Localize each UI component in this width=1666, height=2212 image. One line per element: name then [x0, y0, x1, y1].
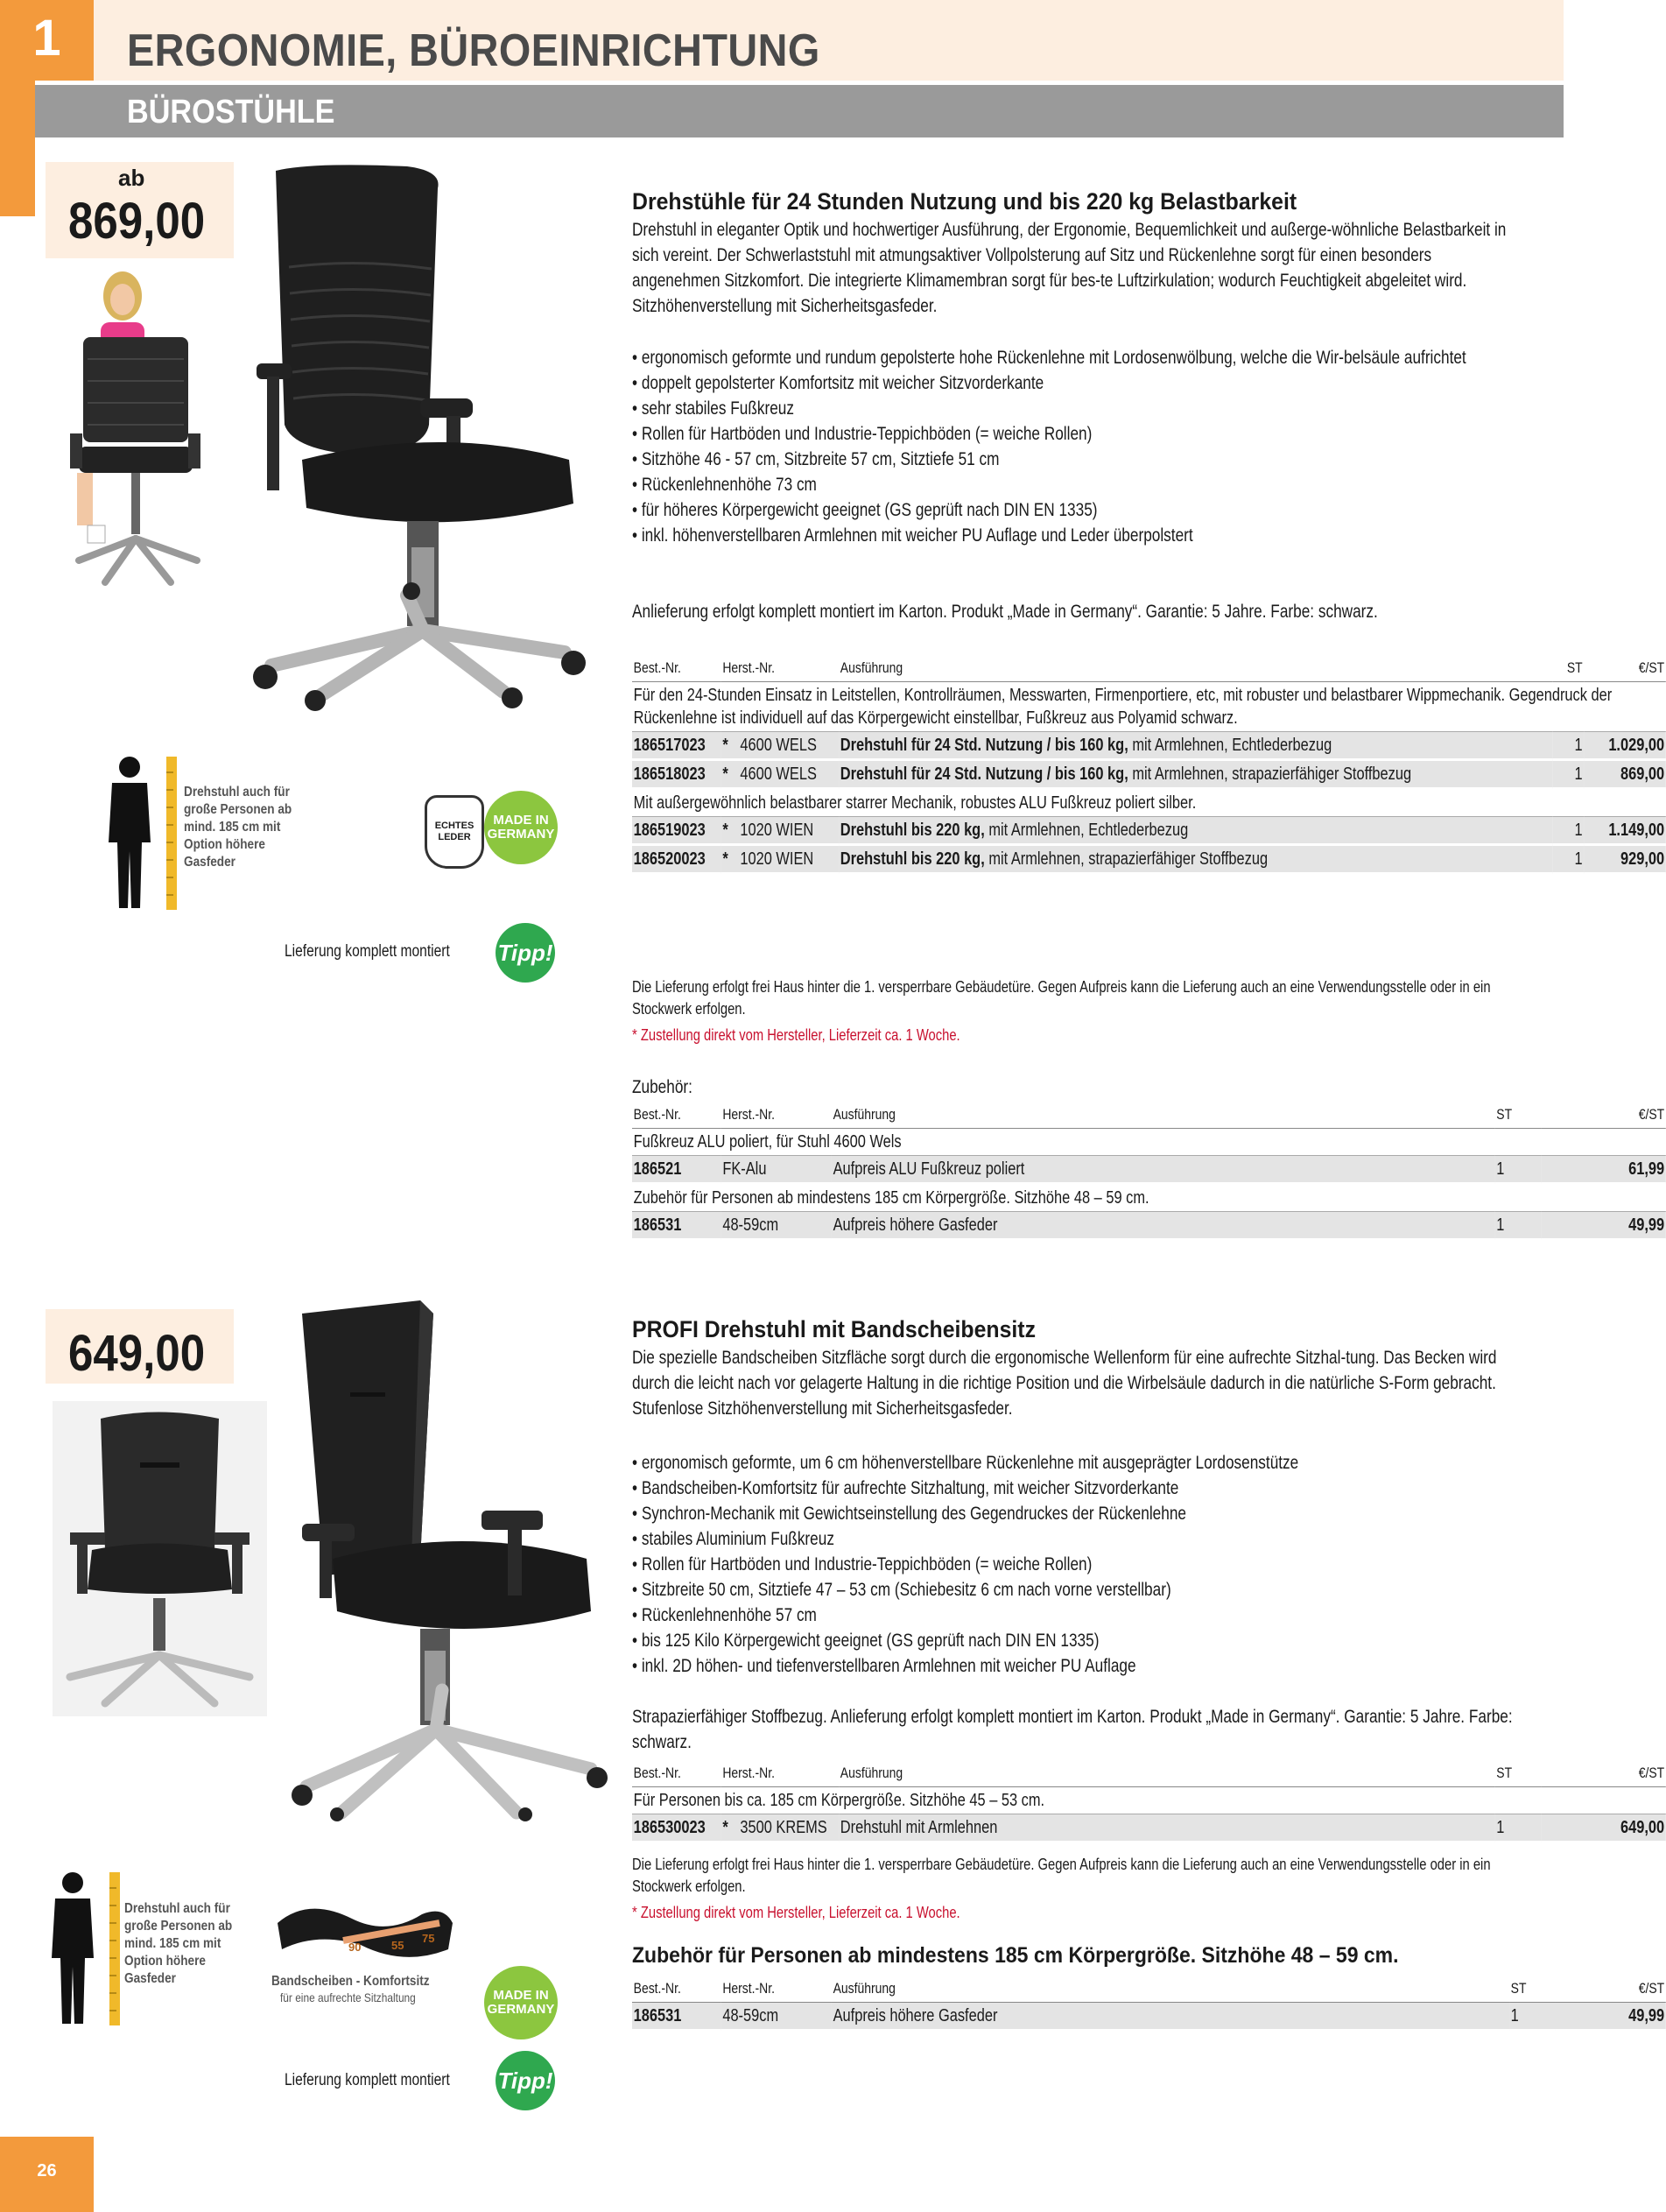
table-row: 186531 48-59cm Aufpreis höhere Gasfeder 1 49,99	[632, 2003, 1666, 2031]
bullet: • Synchron-Mechanik mit Gewichtseinstellung des Gegendruckes der Rückenlehne	[632, 1504, 1186, 1524]
table-row: 186519023 * 1020 WIEN Drehstuhl bis 220 kg, mit Armlehnen, Echtlederbezug 1 1.149,00	[632, 817, 1666, 845]
bullet: • Rollen für Hartböden und Industrie-Teppichböden (= weiche Rollen)	[632, 1554, 1093, 1574]
section-title: BÜROSTÜHLE	[127, 94, 335, 130]
accessories-label: Zubehör:	[632, 1077, 692, 1097]
bullet: • Bandscheiben-Komfortsitz für aufrechte Sitzhaltung, mit weicher Sitzvorderkante	[632, 1478, 1179, 1498]
page-number: 26	[37, 2161, 57, 2180]
price-2: 649,00	[68, 1325, 206, 1382]
table-group: Für den 24-Stunden Einsatz in Leitstellen, Kontrollräumen, Messwarten, Firmenportiere, etc, mit robuster und belastbarer Wippmechanik. Gegendruck der Rückenlehne ist individuell auf das Körpergewicht einstellbar, Fußkreuz aus Polyamid schwarz.	[632, 682, 1666, 732]
bullet: • inkl. 2D höhen- und tiefenverstellbaren Armlehnen mit weicher PU Auflage	[632, 1656, 1136, 1676]
product1-fine-print: Die Lieferung erfolgt frei Haus hinter die 1. versperrbare Gebäudetüre. Gegen Aufpreis kann die Lieferung auch an eine Verwendungsstelle oder in ein Stockwerk erfolgen.	[632, 978, 1491, 1018]
seat-num: 55	[391, 1939, 404, 1952]
seat-title: Bandscheiben - Komfortsitz	[271, 1974, 430, 1989]
delivery-label-2: Lieferung komplett montiert	[285, 2071, 450, 2089]
side-bar	[0, 81, 35, 216]
bullet: • Rückenlehnenhöhe 57 cm	[632, 1605, 817, 1625]
person-icon-label: Drehstuhl auch für große Personen ab mind. 185 cm mit Option höhere Gasfeder	[124, 1901, 233, 1986]
product1-heading: Drehstühle für 24 Stunden Nutzung und bis 220 kg Belastbarkeit	[632, 188, 1297, 215]
product2-acc-heading: Zubehör für Personen ab mindestens 185 cm Körpergröße. Sitzhöhe 48 – 59 cm.	[632, 1943, 1399, 1968]
table-row: 186518023 * 4600 WELS Drehstuhl für 24 Std. Nutzung / bis 160 kg, mit Armlehnen, strapazierfähiger Stoffbezug 1 869,00	[632, 760, 1666, 789]
bullet: • ergonomisch geformte, um 6 cm höhenverstellbare Rückenlehne mit ausgeprägter Lordosenstütze	[632, 1453, 1299, 1473]
table-row: 186530023 * 3500 KREMS Drehstuhl mit Armlehnen 1 649,00	[632, 1814, 1666, 1842]
seat-num: 90	[348, 1941, 362, 1954]
seat-num: 75	[422, 1932, 435, 1945]
product2-delivery-note: Strapazierfähiger Stoffbezug. Anlieferung erfolgt komplett montiert im Karton. Produkt „Made in Germany“. Garantie: 5 Jahre. Farbe: schwarz.	[632, 1707, 1513, 1752]
bullet: • sehr stabiles Fußkreuz	[632, 398, 794, 419]
product1-delivery-note: Anlieferung erfolgt komplett montiert im Karton. Produkt „Made in Germany“. Garantie: 5 Jahre. Farbe: schwarz.	[632, 602, 1378, 622]
product2-acc-table: Best.-Nr. Herst.-Nr. Ausführung ST €/ST 186531 48-59cm Aufpreis höhere Gasfeder 1 49,99	[632, 1976, 1666, 2032]
bullet: • für höheres Körpergewicht geeignet (GS geprüft nach DIN EN 1335)	[632, 500, 1098, 520]
person-height-icon	[39, 1870, 127, 2028]
product2-fine-print: Die Lieferung erfolgt frei Haus hinter die 1. versperrbare Gebäudetüre. Gegen Aufpreis kann die Lieferung auch an eine Verwendungsstelle oder in ein Stockwerk erfolgen.	[632, 1856, 1491, 1895]
bullet: • bis 125 Kilo Körpergewicht geeignet (GS geprüft nach DIN EN 1335)	[632, 1631, 1100, 1651]
bullet: • Rückenlehnenhöhe 73 cm	[632, 475, 817, 495]
chair-1-image	[232, 162, 591, 705]
price-prefix: ab	[118, 165, 145, 191]
table-row: 186521 FK-Alu Aufpreis ALU Fußkreuz poliert 1 61,99	[632, 1156, 1666, 1184]
person-height-icon	[96, 755, 184, 912]
product1-bullets	[632, 345, 1515, 548]
table-row: 186531 48-59cm Aufpreis höhere Gasfeder 1 49,99	[632, 1212, 1666, 1240]
table-header: Best.-Nr. Herst.-Nr. Ausführung ST €/ST	[632, 655, 1666, 682]
bullet: • doppelt gepolsterter Komfortsitz mit weicher Sitzvorderkante	[632, 373, 1044, 393]
table-group: Fußkreuz ALU poliert, für Stuhl 4600 Wels	[632, 1129, 1666, 1156]
product1-red-note: * Zustellung direkt vom Hersteller, Lieferzeit ca. 1 Woche.	[632, 1026, 960, 1044]
product1-table	[632, 655, 1666, 875]
product2-description: Die spezielle Bandscheiben Sitzfläche sorgt durch die ergonomische Wellenform für eine aufrechte Sitzhal-tung. Das Becken wird durch die leicht nach vor gelagerte Haltung in die richtige Position und die Wirbelsäule dadurch in die natürliche S-Form gebracht. Stufenlose Sitzhöhenverstellung mit Sicherheitsgasfeder.	[632, 1348, 1497, 1419]
chapter-number: 1	[32, 10, 61, 67]
bullet: • ergonomisch geformte und rundum gepolsterte hohe Rückenlehne mit Lordosenwölbung, welche die Wir-belsäule aufrichtet	[632, 348, 1466, 368]
chair-with-person-image	[53, 263, 228, 595]
tipp-badge-2: Tipp!	[496, 2051, 555, 2110]
product2-red-note: * Zustellung direkt vom Hersteller, Lieferzeit ca. 1 Woche.	[632, 1904, 960, 1921]
table-group: Für Personen bis ca. 185 cm Körpergröße. Sitzhöhe 45 – 53 cm.	[632, 1787, 1666, 1814]
product1-description: Drehstuhl in eleganter Optik und hochwertiger Ausführung, der Ergonomie, Bequemlichkeit und außerge-wöhnliche Belastbarkeit in sich vereint. Der Schwerlaststuhl mit atmungsaktiver Vollpolsterung auf Sitz und Rückenlehne sorgt für einen besonders angenehmen Sitzkomfort. Die integrierte Klimamembran sorgt für bes-te Luftzirkulation; wodurch Feuchtigkeit abgeleitet wird. Sitzhöhenverstellung mit Sicherheitsgasfeder.	[632, 220, 1507, 316]
accessories-table: Best.-Nr. Herst.-Nr. Ausführung ST €/ST Fußkreuz ALU poliert, für Stuhl 4600 Wels 186521 FK-Alu Aufpreis ALU Fußkreuz poliert 1 61,99 Zubehör für Personen ab mindestens 185 cm Körpergröße. Sitzhöhe 48 – 59 cm. 186531 48-59cm Aufpreis höhere Gasfeder 1 49,99	[632, 1102, 1666, 1241]
bullet: • stabiles Aluminium Fußkreuz	[632, 1529, 834, 1549]
bullet: • inkl. höhenverstellbaren Armlehnen mit weicher PU Auflage und Leder überpolstert	[632, 525, 1193, 546]
seat-subtitle: für eine aufrechte Sitzhaltung	[280, 1990, 416, 2004]
made-in-germany-badge: MADE IN GERMANY	[484, 791, 558, 864]
tipp-badge-1: Tipp!	[496, 923, 555, 983]
product2-bullets	[632, 1450, 1515, 1679]
chair-2-image	[289, 1296, 613, 1821]
bullet: • Sitzhöhe 46 - 57 cm, Sitzbreite 57 cm, Sitztiefe 51 cm	[632, 449, 1000, 469]
bullet: • Rollen für Hartböden und Industrie-Teppichböden (= weiche Rollen)	[632, 424, 1093, 444]
person-icon-label: Drehstuhl auch für große Personen ab mind. 185 cm mit Option höhere Gasfeder	[184, 785, 292, 870]
table-group: Zubehör für Personen ab mindestens 185 cm Körpergröße. Sitzhöhe 48 – 59 cm.	[632, 1184, 1666, 1212]
chair-2-front-image	[53, 1401, 267, 1716]
page-title: ERGONOMIE, BÜROEINRICHTUNG	[127, 25, 820, 76]
delivery-label-1: Lieferung komplett montiert	[285, 942, 450, 961]
product2-table: Best.-Nr. Herst.-Nr. Ausführung ST €/ST Für Personen bis ca. 185 cm Körpergröße. Sitzhöhe 45 – 53 cm. 186530023 * 3500 KREMS Drehstuhl mit Armlehnen 1 649,00	[632, 1760, 1666, 1843]
leather-icon: ECHTES LEDER	[425, 795, 484, 869]
bullet: • Sitzbreite 50 cm, Sitztiefe 47 – 53 cm (Schiebesitz 6 cm nach vorne verstellbar)	[632, 1580, 1171, 1600]
table-row: 186517023 * 4600 WELS Drehstuhl für 24 Std. Nutzung / bis 160 kg, mit Armlehnen, Echtlederbezug 1 1.029,00	[632, 732, 1666, 760]
table-group: Mit außergewöhnlich belastbarer starrer Mechanik, robustes ALU Fußkreuz poliert silber.	[632, 789, 1666, 817]
made-in-germany-badge: MADE IN GERMANY	[484, 1966, 558, 2039]
product2-heading: PROFI Drehstuhl mit Bandscheibensitz	[632, 1316, 1036, 1342]
price-1: 869,00	[68, 193, 206, 250]
table-row: 186520023 * 1020 WIEN Drehstuhl bis 220 kg, mit Armlehnen, strapazierfähiger Stoffbezug 1 929,00	[632, 845, 1666, 874]
